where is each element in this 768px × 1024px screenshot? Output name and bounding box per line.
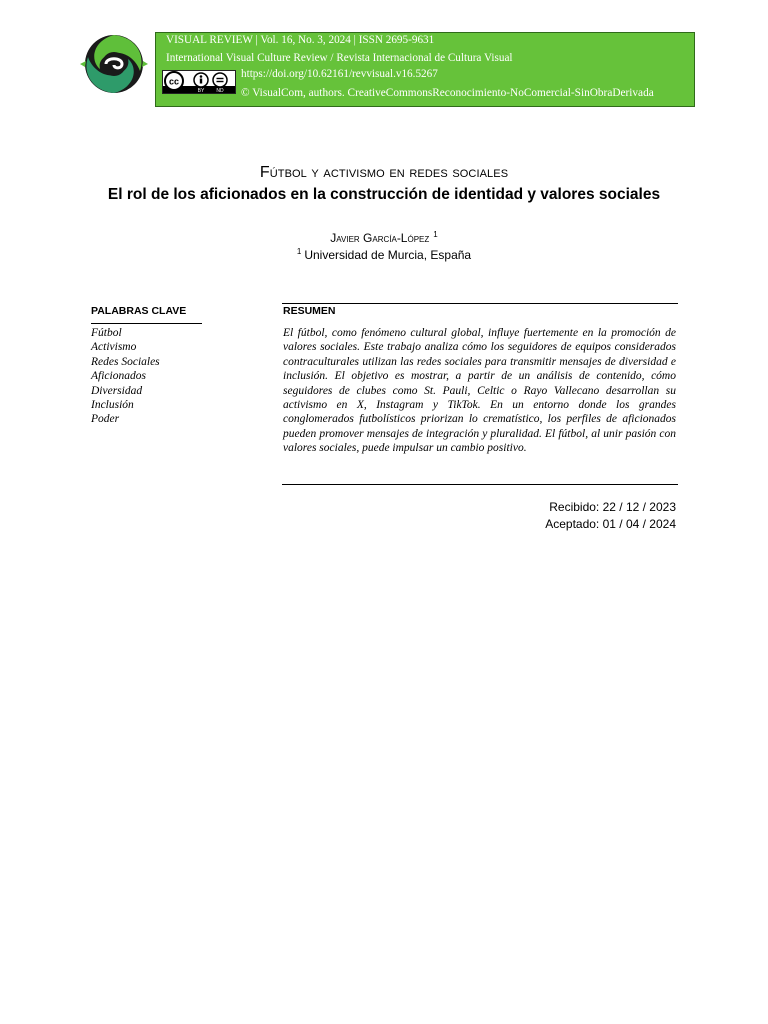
keywords-heading: PALABRAS CLAVE — [91, 305, 202, 324]
affiliation-line — [0, 247, 768, 262]
submission-dates — [545, 499, 676, 533]
author-name: Javier García-López — [330, 231, 430, 245]
cc-license-badge[interactable] — [162, 70, 236, 94]
keyword-item: Aficionados — [91, 370, 146, 383]
abstract-bottom-rule — [282, 484, 678, 485]
cc-icon: cc — [168, 76, 180, 87]
keyword-item: Poder — [91, 413, 120, 426]
article-title: Fútbol y activismo en redes sociales — [259, 164, 509, 181]
nd-icon: ND — [216, 88, 224, 93]
accepted-date: Aceptado: 01 / 04 / 2024 — [545, 517, 676, 531]
by-icon: BY — [197, 88, 205, 93]
journal-line: VISUAL REVIEW | Vol. 16, No. 3, 2024 | ISSN 2695-9631 — [166, 34, 435, 46]
keyword-item: Diversidad — [91, 384, 143, 397]
abstract-text: El fútbol, como fenómeno cultural global, influye fuertemente en la promoción de valores sociales. Este trabajo analiza cómo los seguidores de equipos considerados contraculturales utilizan las redes sociales para transmitir mensajes de diversidad e inclusión. El objetivo es mostrar, a partir de un análisis de contenido, cómo seguidores de clubes como St. Pauli, Celtic o Rayo Vallecano desarrollan su activismo en X, Instagram y TikTok. En un entorno donde los grandes conglomerados futbolísticos priorizan lo crematístico, los perfiles de aficionados pueden promover mensajes de integración y pluralidad. El fútbol, al unir pasión con valores sociales, puede impulsar un cambio positivo. — [283, 327, 676, 455]
copyright-line: © VisualCom, authors. CreativeCommonsReconocimiento-NoComercial-SinObraDerivada — [241, 87, 654, 99]
keyword-item: Inclusión — [91, 399, 134, 412]
keyword-item: Activismo — [91, 341, 137, 354]
affiliation-mark: 1 — [296, 247, 302, 256]
affiliation: Universidad de Murcia, España — [304, 248, 472, 262]
author-line — [0, 230, 768, 245]
article-subtitle: El rol de los aficionados en la construcción de identidad y valores sociales — [107, 186, 661, 203]
abstract-top-rule — [282, 303, 678, 304]
received-date: Recibido: 22 / 12 / 2023 — [549, 500, 676, 514]
journal-fullname: International Visual Culture Review / Revista Internacional de Cultura Visual — [166, 52, 513, 64]
abstract-heading: RESUMEN — [283, 305, 336, 317]
keywords-list — [91, 326, 160, 427]
doi-link[interactable]: https://doi.org/10.62161/revvisual.v16.5267 — [241, 68, 438, 80]
author-affiliation-mark: 1 — [433, 230, 438, 239]
journal-logo — [76, 31, 152, 97]
keyword-item: Redes Sociales — [91, 355, 160, 368]
journal-banner — [155, 32, 695, 107]
keyword-item: Fútbol — [91, 327, 122, 339]
